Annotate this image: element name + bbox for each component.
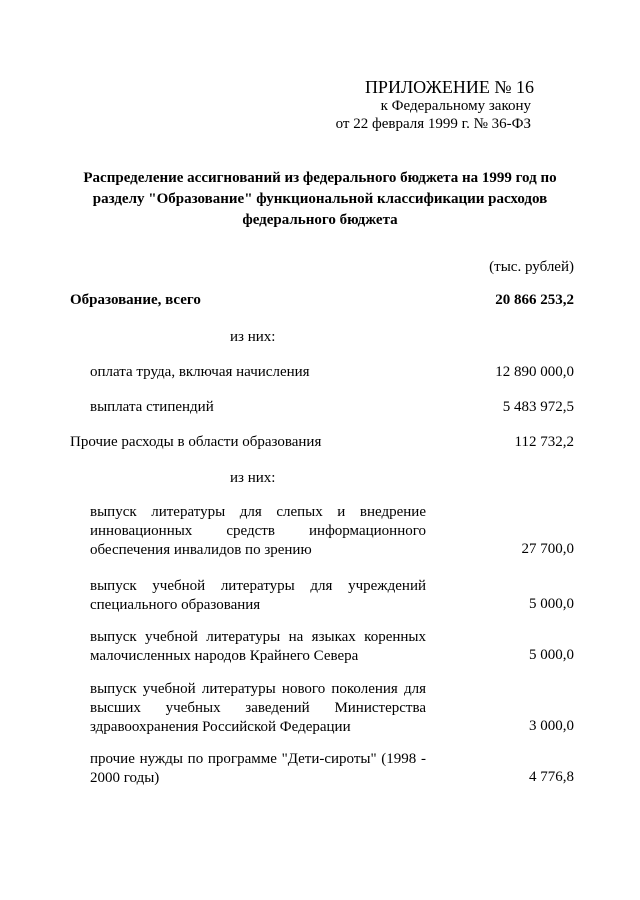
blind-literature-value: 27 700,0 xyxy=(521,541,574,557)
stipends-value: 5 483 972,5 xyxy=(502,399,574,415)
appendix-law-date: от 22 февраля 1999 г. № 36-ФЗ xyxy=(335,116,531,132)
orphans-program-value: 4 776,8 xyxy=(529,769,574,785)
health-ministry-value: 3 000,0 xyxy=(529,718,574,734)
document-title: Распределение ассигнований из федерального бюджета на 1999 год по разделу "Образование" функциональной классификации расходов федерального бюджета xyxy=(83,170,557,228)
special-education-label: выпуск учебной литературы для учреждений специального образования xyxy=(90,578,426,613)
blind-literature-label: выпуск литературы для слепых и внедрение инновационных средств информационного обеспечения инвалидов по зрению xyxy=(90,504,426,558)
of-which-label-2: из них: xyxy=(230,470,276,486)
units-label: (тыс. рублей) xyxy=(489,259,574,275)
north-peoples-value: 5 000,0 xyxy=(529,647,574,663)
wages-value: 12 890 000,0 xyxy=(495,364,574,380)
health-ministry-label: выпуск учебной литературы нового поколения для высших учебных заведений Министерства здравоохранения Российской Федерации xyxy=(90,681,426,735)
appendix-law-reference: к Федеральному закону xyxy=(380,98,531,114)
education-total-value: 20 866 253,2 xyxy=(495,292,574,308)
wages-label: оплата труда, включая начисления xyxy=(90,364,310,380)
of-which-label: из них: xyxy=(230,329,276,345)
education-total-label: Образование, всего xyxy=(70,292,201,308)
north-peoples-label: выпуск учебной литературы на языках коренных малочисленных народов Крайнего Севера xyxy=(90,629,426,664)
appendix-title: ПРИЛОЖЕНИЕ № 16 xyxy=(364,77,534,97)
stipends-label: выплата стипендий xyxy=(90,399,214,415)
other-education-label: Прочие расходы в области образования xyxy=(70,434,322,450)
other-education-value: 112 732,2 xyxy=(514,434,574,450)
orphans-program-label: прочие нужды по программе "Дети-сироты" (1998 - 2000 годы) xyxy=(90,751,426,786)
special-education-value: 5 000,0 xyxy=(529,596,574,612)
